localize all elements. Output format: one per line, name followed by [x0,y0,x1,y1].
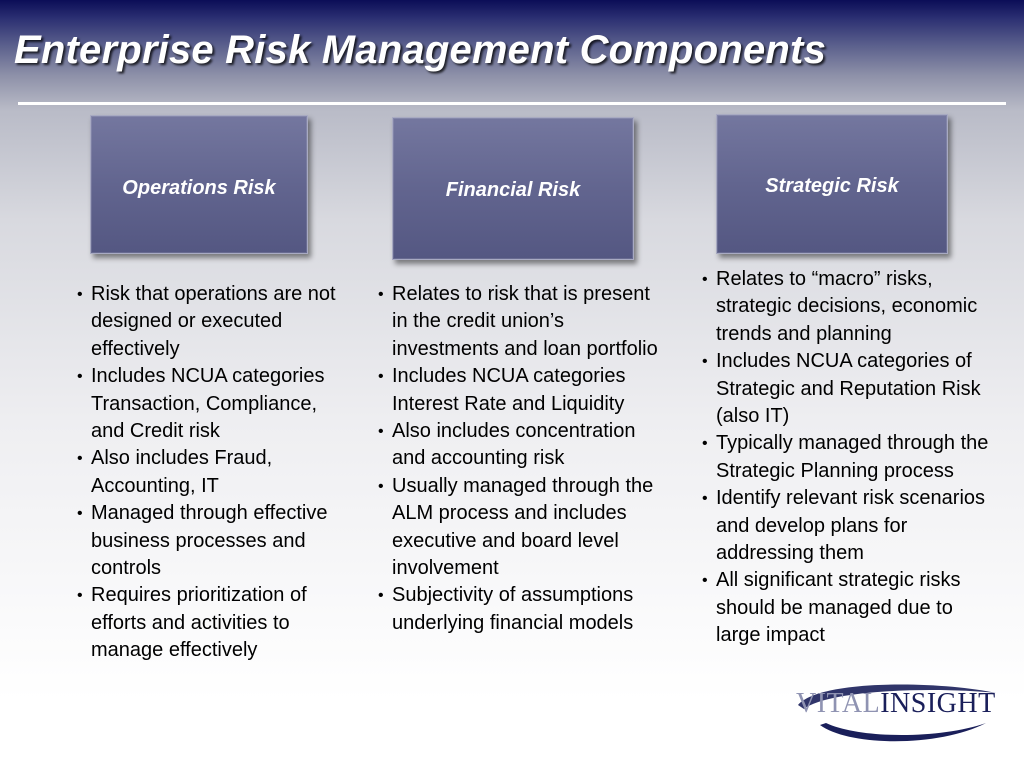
logo-word-vital: VITAL [796,688,881,719]
vital-insight-logo [790,683,1010,745]
bullet-item: • All significant strategic risks should be managed due to large impact [702,567,1002,649]
bullet-item: • Relates to risk that is present in the credit union’s investments and loan portfolio [378,281,668,363]
financial-risk-heading: Financial Risk [445,179,581,201]
title-divider [18,102,1006,105]
bullet-item: • Usually managed through the ALM process and includes executive and board level involvement [378,473,668,583]
bullet-item: • Also includes concentration and accounting risk [378,418,668,473]
bullet-item: • Typically managed through the Strategic Planning process [702,430,1002,485]
bullet-item: • Also includes Fraud, Accounting, IT [77,445,345,500]
operations-risk-heading: Operations Risk [122,177,276,199]
bullet-item: • Managed through effective business processes and controls [77,500,345,582]
bullet-item: • Requires prioritization of efforts and activities to manage effectively [77,582,345,664]
bullet-item: • Subjectivity of assumptions underlying financial models [378,582,668,637]
operations-risk-box [90,115,308,254]
bullet-item: • Risk that operations are not designed or executed effectively [77,281,345,363]
strategic-risk-heading: Strategic Risk [765,175,899,197]
logo-word-insight: INSIGHT [880,688,996,719]
slide-title: Enterprise Risk Management Components [14,28,827,72]
operations-risk-bullets [77,281,345,665]
financial-risk-box [392,117,634,260]
bullet-item: • Includes NCUA categories Interest Rate and Liquidity [378,363,668,418]
bullet-item: • Includes NCUA categories Transaction, Compliance, and Credit risk [77,363,345,445]
strategic-risk-box [716,114,948,254]
financial-risk-bullets [378,281,668,637]
strategic-risk-bullets [702,266,1002,650]
bullet-item: • Relates to “macro” risks, strategic decisions, economic trends and planning [702,266,1002,348]
bullet-item: • Identify relevant risk scenarios and develop plans for addressing them [702,485,1002,567]
logo-wordmark [796,688,996,720]
bullet-item: • Includes NCUA categories of Strategic and Reputation Risk (also IT) [702,348,1002,430]
